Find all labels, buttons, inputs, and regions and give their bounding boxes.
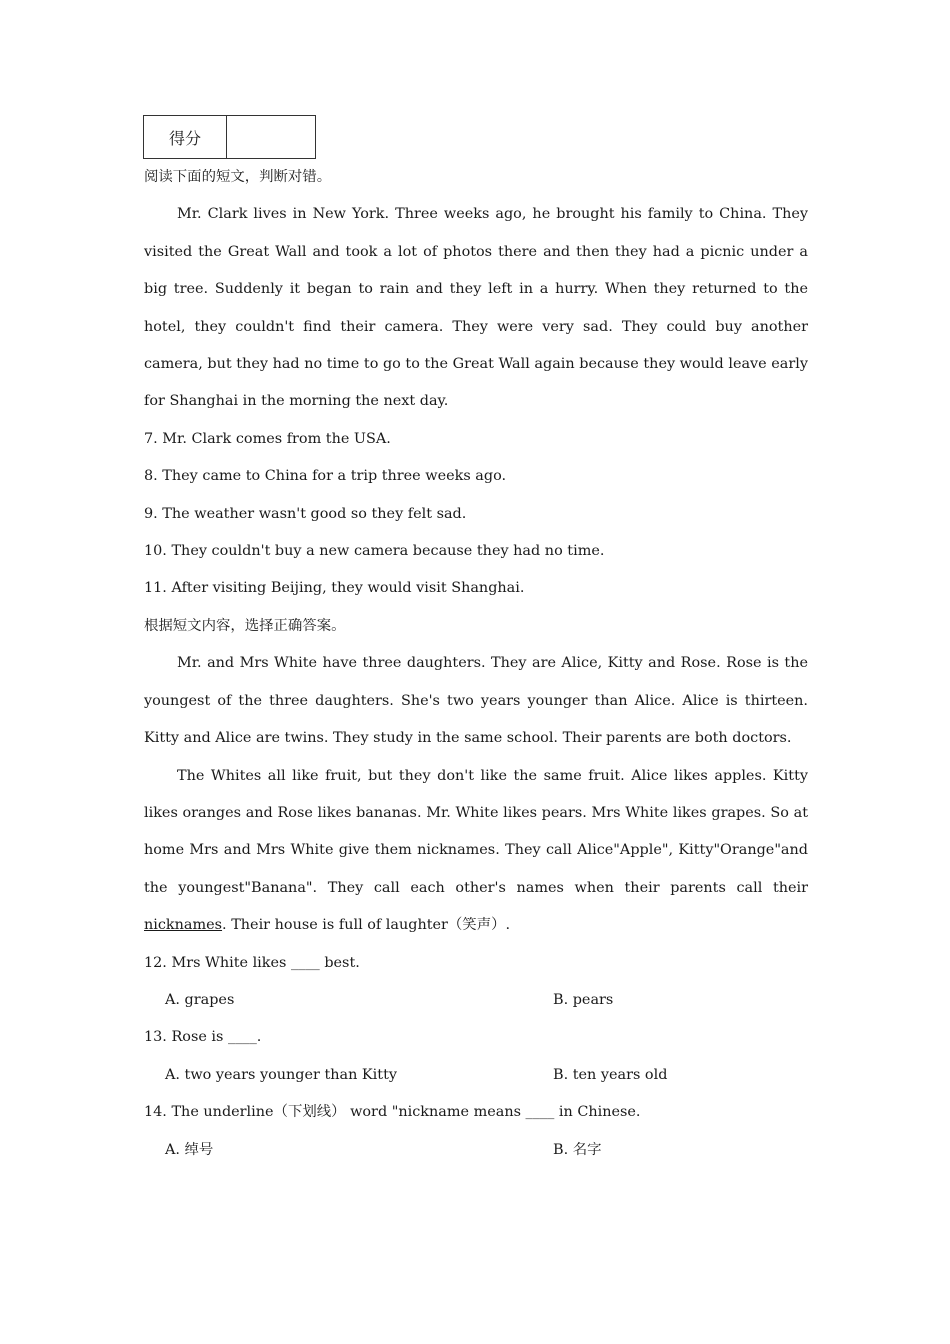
worksheet-content: [144, 159, 808, 1169]
question-12-options: [144, 982, 808, 1019]
score-box: [143, 115, 316, 159]
question-13: 13. Rose is ____.: [144, 1029, 262, 1046]
option-a: A. grapes: [165, 991, 235, 1008]
question-7: 7. Mr. Clark comes from the USA.: [144, 430, 391, 447]
section1-instruction: 阅读下面的短文，判断对错。: [144, 169, 332, 185]
question-8: 8. They came to China for a trip three weeks ago.: [144, 468, 507, 485]
section2-paragraph-2: [144, 758, 808, 945]
section1-passage: Mr. Clark lives in New York. Three weeks ago, he brought his family to China. They visited the Great Wall and took a lot of photos there and then they had a picnic under a big tree. Suddenly it began to rain and they left in a hurry. When they returned to the hotel, they couldn't find their camera. They were very sad. They could buy another camera, but they had no time to go to the Great Wall again because they would leave early for Shanghai in the morning the next day.: [144, 206, 808, 410]
option-b: B. pears: [553, 991, 614, 1008]
question-13-options: [144, 1057, 808, 1094]
question-11: 11. After visiting Beijing, they would visit Shanghai.: [144, 580, 525, 597]
question-10: 10. They couldn't buy a new camera because they had no time.: [144, 543, 605, 560]
score-label: 得分: [144, 116, 227, 159]
paragraph-2-text: The Whites all like fruit, but they don't like the same fruit. Alice likes apples. Kitty likes oranges and Rose likes bananas. Mr. White likes pears. Mrs White likes grapes. So at home Mrs and Mrs White give them nicknames. They call Alice"Apple", Kitty"Orange"and the youngest"Banana". They call each other's names when their parents call their: [144, 767, 808, 896]
option-b: B. ten years old: [553, 1066, 668, 1083]
underlined-word: nicknames: [144, 917, 223, 934]
section2-instruction: 根据短文内容，选择正确答案。: [144, 617, 346, 634]
score-value: [227, 116, 316, 159]
paragraph-2-ending: . Their house is full of laughter（笑声）.: [222, 917, 511, 934]
section2-paragraph-1: Mr. and Mrs White have three daughters. They are Alice, Kitty and Rose. Rose is the youngest of the three daughters. She's two years younger than Alice. Alice is thirteen. Kitty and Alice are twins. They study in the same school. Their parents are both doctors.: [144, 655, 808, 747]
question-9: 9. The weather wasn't good so they felt sad.: [144, 505, 467, 522]
question-14-options: [144, 1132, 808, 1169]
option-b: B. 名字: [553, 1141, 602, 1158]
option-a: A. 绰号: [165, 1141, 214, 1158]
question-12: 12. Mrs White likes ____ best.: [144, 954, 360, 971]
option-a: A. two years younger than Kitty: [165, 1066, 397, 1083]
question-14: 14. The underline（下划线） word "nickname means ____ in Chinese.: [144, 1104, 641, 1121]
